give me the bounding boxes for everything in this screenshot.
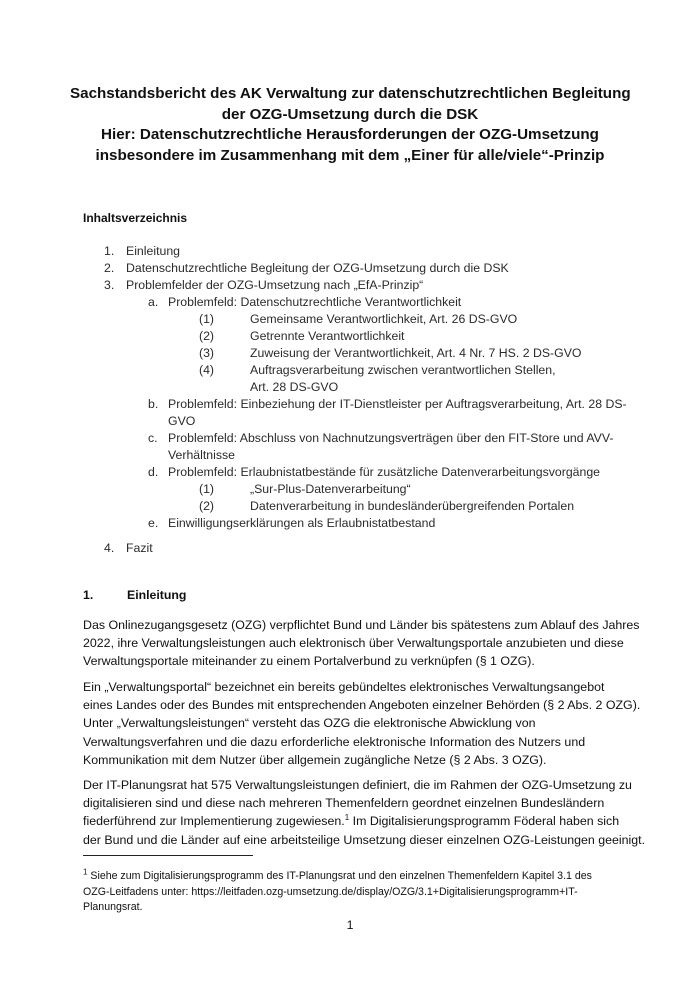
toc-entry-number: (2) (199, 329, 215, 343)
toc-entry-text: Problemfeld: Datenschutzrechtliche Verantwortlichkeit (168, 295, 462, 309)
page-number: 1 (346, 918, 354, 932)
paragraph-line: der Bund und die Länder auf eine arbeitsteilige Umsetzung dieser einzelnen OZG-Leistungen geeinigt. (83, 832, 646, 847)
footnote-line: OZG-Leitfadens unter: https://leitfaden.ozg-umsetzung.de/display/OZG/3.1+Digitalisierungsprogramm+IT- (83, 885, 578, 898)
footnote-number: 1 (83, 867, 88, 877)
toc-entry-text: Zuweisung der Verantwortlichkeit, Art. 4 Nr. 7 HS. 2 DS-GVO (250, 346, 582, 360)
toc-entry-number: (1) (199, 482, 215, 496)
toc-entry-number: d. (148, 465, 159, 479)
toc-entry-text: Datenschutzrechtliche Begleitung der OZG-Umsetzung durch die DSK (126, 261, 509, 275)
toc-entry-number: b. (148, 397, 159, 411)
paragraph-line: Ein „Verwaltungsportal“ bezeichnet ein bereits gebündeltes elektronisches Verwaltungsangebot (83, 680, 605, 694)
footnote-reference[interactable]: 1 (344, 813, 350, 823)
toc-entry-number: e. (148, 516, 159, 530)
body-paragraph (83, 678, 641, 769)
toc-entry-text: „Sur-Plus-Datenverarbeitung“ (250, 482, 411, 496)
section-heading: Einleitung (127, 588, 187, 602)
toc-entry-text: Problemfeld: Einbeziehung der IT-Dienstleister per Auftragsverarbeitung, Art. 28 DS- (168, 397, 627, 411)
toc-entry-text: Verhältnisse (168, 448, 235, 462)
footnote-separator (83, 855, 253, 856)
toc-entry-text: Auftragsverarbeitung zwischen verantwortlichen Stellen, (250, 363, 556, 377)
toc-heading: Inhaltsverzeichnis (83, 211, 188, 225)
footnote (83, 869, 623, 916)
toc-entry-text: Problemfelder der OZG-Umsetzung nach „EfA-Prinzip“ (126, 278, 424, 292)
toc-entry-text: Problemfeld: Abschluss von Nachnutzungsverträgen über den FIT-Store und AVV- (168, 431, 614, 445)
document-title (70, 84, 630, 166)
toc-entry-number: 2. (104, 261, 115, 275)
paragraph-line: 2022, ihre Verwaltungsleistungen auch elektronisch über Verwaltungsportale anzubieten und diese (83, 636, 624, 651)
paragraph-line: Unter „Verwaltungsleistungen“ versteht das OZG die elektronische Abwicklung von (83, 716, 536, 731)
toc-entry-text: Datenverarbeitung in bundesländerübergreifenden Portalen (250, 499, 575, 513)
footnote-line (83, 869, 623, 885)
footnote-line-text: Siehe zum Digitalisierungsprogramm des IT-Planungsrat und den einzelnen Themenfeldern Kapitel 3.1 des (87, 870, 592, 882)
title-line: insbesondere im Zusammenhang mit dem „Einer für alle/viele“-Prinzip (95, 146, 605, 164)
title-line: Hier: Datenschutzrechtliche Herausforderungen der OZG-Umsetzung (101, 126, 599, 143)
toc-entry-text: Gemeinsame Verantwortlichkeit, Art. 26 DS-GVO (250, 312, 518, 326)
toc-entry-text: Problemfeld: Erlaubnistatbestände für zusätzliche Datenverarbeitungsvorgänge (168, 465, 601, 479)
paragraph-line: Verwaltungsverfahren und die dazu erforderliche elektronische Information des Nutzers und (83, 734, 586, 749)
toc-entry-text: Fazit (126, 541, 153, 555)
paragraph-line-tail: Im Digitalisierungsprogramm Föderal haben sich (349, 814, 620, 829)
toc-entry-number: 1. (104, 244, 115, 258)
paragraph-line (83, 812, 623, 830)
paragraph-line: Das Onlinezugangsgesetz (OZG) verpflichtet Bund und Länder bis spätestens zum Ablauf des Jahres (83, 618, 640, 632)
toc-entry-text: Einleitung (126, 244, 181, 258)
body-paragraph (83, 616, 640, 671)
section-number: 1. (83, 588, 94, 602)
toc-entry-text: GVO (168, 414, 196, 428)
toc-entry-number: a. (148, 295, 159, 309)
toc-entry-number: (2) (199, 499, 215, 513)
toc-entry-number: c. (148, 431, 158, 445)
paragraph-line: digitalisieren sind und diese nach mehreren Themenfeldern geordnet einzelnen Bundesländern (83, 796, 605, 811)
footnote-line: Planungsrat. (83, 901, 143, 913)
paragraph-line: Verwaltungsportale miteinander zu einem Portalverbund zu verknüpfen (§ 1 OZG). (83, 654, 535, 669)
toc-entry-text: Einwilligungserklärungen als Erlaubnistatbestand (168, 516, 436, 530)
toc-entry-number: 3. (104, 278, 115, 292)
toc-entry-number: 4. (104, 541, 115, 555)
toc-entry-number: (4) (199, 363, 215, 377)
paragraph-line-text: fiederführend zur Implementierung zugewiesen. (83, 814, 345, 829)
toc-entry-text: Art. 28 DS-GVO (250, 380, 339, 394)
toc-entry-text: Getrennte Verantwortlichkeit (250, 329, 405, 343)
paragraph-line: Kommunikation mit dem Nutzer über allgemein zugängliche Netze (§ 2 Abs. 3 OZG). (83, 752, 547, 767)
title-line: Sachstandsbericht des AK Verwaltung zur datenschutzrechtlichen Begleitung (70, 85, 631, 102)
paragraph-line: eines Landes oder des Bundes mit entsprechenden Angeboten einzelner Behörden (§ 2 Abs. 2 OZG). (83, 698, 641, 713)
toc-entry-number: (3) (199, 346, 215, 360)
title-line: der OZG-Umsetzung durch die DSK (221, 105, 479, 123)
paragraph-line: Der IT-Planungsrat hat 575 Verwaltungsleistungen definiert, die im Rahmen der OZG-Umsetzung zu (83, 778, 632, 792)
toc-entry-number: (1) (199, 312, 215, 326)
body-paragraph (83, 776, 646, 849)
